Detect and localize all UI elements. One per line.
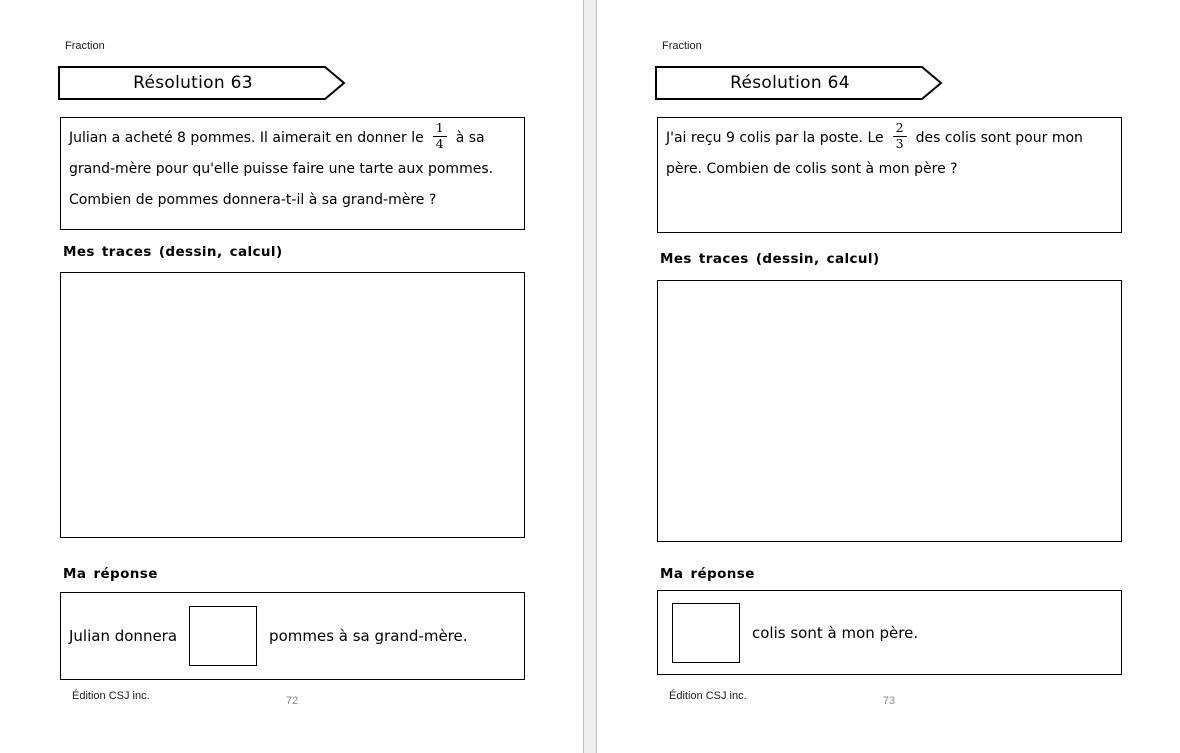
banner-title: Résolution 64 bbox=[730, 73, 850, 93]
page-divider bbox=[583, 0, 597, 753]
resolution-banner bbox=[655, 66, 943, 100]
fraction-numerator: 1 bbox=[433, 121, 447, 136]
chapter-label: Fraction bbox=[662, 40, 702, 52]
problem-statement-box bbox=[60, 117, 525, 230]
answer-blank-square[interactable] bbox=[672, 603, 740, 663]
fraction-numerator: 2 bbox=[893, 121, 907, 136]
problem-statement-box bbox=[657, 117, 1122, 233]
fraction-denominator: 3 bbox=[895, 135, 904, 151]
resolution-banner bbox=[58, 66, 346, 100]
answer-heading: Ma réponse bbox=[63, 566, 158, 582]
problem-text-after: des colis sont pour mon père. Combien de colis sont à mon père ? bbox=[666, 130, 1083, 177]
work-area-box[interactable] bbox=[60, 272, 525, 538]
page-number: 72 bbox=[285, 695, 299, 707]
chapter-label: Fraction bbox=[65, 40, 105, 52]
fraction bbox=[893, 121, 907, 151]
answer-box bbox=[60, 592, 525, 680]
traces-heading: Mes traces (dessin, calcul) bbox=[660, 251, 880, 267]
answer-text-before: Julian donnera bbox=[69, 627, 178, 645]
page-right bbox=[597, 0, 1180, 753]
fraction-denominator: 4 bbox=[435, 135, 444, 151]
fraction bbox=[433, 121, 447, 151]
traces-heading: Mes traces (dessin, calcul) bbox=[63, 244, 283, 260]
page-number: 73 bbox=[882, 695, 896, 707]
answer-text-after: colis sont à mon père. bbox=[752, 623, 919, 642]
publisher-label: Édition CSJ inc. bbox=[72, 690, 150, 702]
answer-text-after: pommes à sa grand-mère. bbox=[269, 627, 468, 645]
problem-text-before: J'ai reçu 9 colis par la poste. Le bbox=[666, 130, 884, 146]
problem-text-before: Julian a acheté 8 pommes. Il aimerait en donner le bbox=[69, 130, 424, 146]
banner-title: Résolution 63 bbox=[133, 73, 253, 93]
answer-blank-square[interactable] bbox=[189, 606, 257, 666]
publisher-label: Édition CSJ inc. bbox=[669, 690, 747, 702]
answer-box bbox=[657, 590, 1122, 675]
page-left bbox=[0, 0, 583, 753]
problem-text-after: à sa grand-mère pour qu'elle puisse faire une tarte aux pommes. Combien de pommes donnera-t-il à sa grand-mère ? bbox=[69, 130, 494, 208]
answer-heading: Ma réponse bbox=[660, 566, 755, 582]
work-area-box[interactable] bbox=[657, 280, 1122, 542]
